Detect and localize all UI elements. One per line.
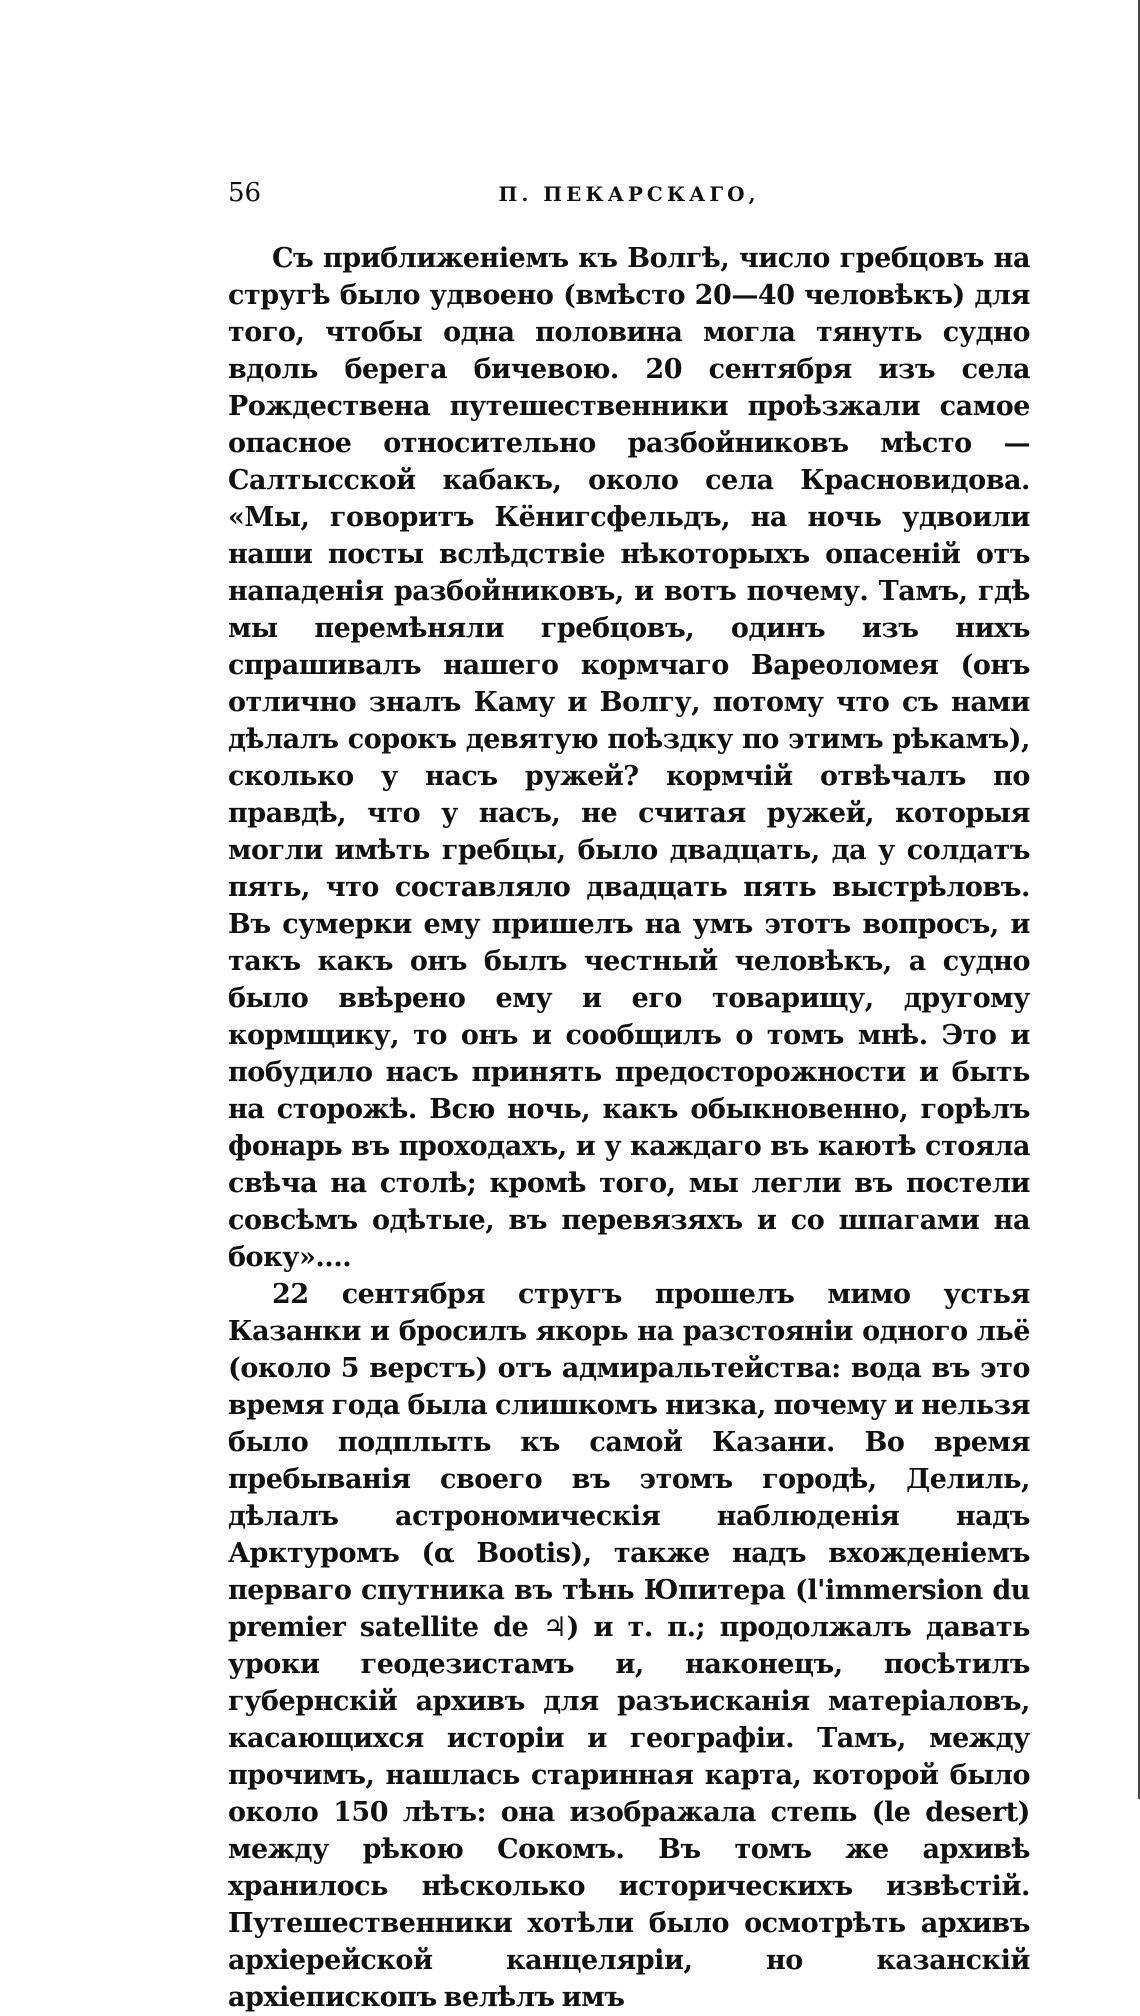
page-number: 56 [228,178,262,208]
paragraph-1: Съ приближеніемъ къ Волгѣ, число гребцовъ на стругѣ было удвоено (вмѣсто 20—40 человѣкъ) для того, чтобы одна половина могла тянуть судно вдоль берега бичевою. 20 сентября изъ села Рождествена путешественники проѣзжали самое опасное относительно разбойниковъ мѣсто — Салтысской кабакъ, около села Красновидова. «Мы, говоритъ Кёнигсфельдъ, на ночь удвоили наши посты вслѣдствіе нѣкоторыхъ опасеній отъ нападенія разбойниковъ, и вотъ почему. Тамъ, гдѣ мы перемѣняли гребцовъ, одинъ изъ нихъ спрашивалъ нашего кормчаго Вареоломея (онъ отлично зналъ Каму и Волгу, потому что съ нами дѣлалъ сорокъ девятую поѣздку по этимъ рѣкамъ), сколько у насъ ружей? кормчій отвѣчалъ по правдѣ, что у насъ, не считая ружей, которыя могли имѣть гребцы, было двадцать, да у солдатъ пять, что составляло двадцать пять выстрѣловъ. Въ сумерки ему пришелъ на умъ этотъ вопросъ, и такъ какъ онъ былъ честный человѣкъ, а судно было ввѣрено ему и его товарищу, другому кормщику, то онъ и сообщилъ о томъ мнѣ. Это и побудило насъ принять предосторожности и быть на сторожѣ. Всю ночь, какъ обыкновенно, горѣлъ фонарь въ проходахъ, и у каждаго въ каютѣ стояла свѣча на столѣ; кромѣ того, мы легли въ постели совсѣмъ одѣтые, въ перевязяхъ и со шпагами на боку».... [228,243,1030,1273]
body-text [228,240,1030,2016]
paragraph-2: 22 сентября стругъ прошелъ мимо устья Казанки и бросилъ якорь на разстояніи одного льё (около 5 верстъ) отъ адмиральтейства: вода въ это время года была слишкомъ низка, почему и нельзя было подплыть къ самой Казани. Во время пребыванія своего въ этомъ городѣ, Делиль, дѣлалъ астрономическія наблюденія надъ Арктуромъ (α Bootis), также надъ вхожденіемъ перваго спутника въ тѣнь Юпитера (l'immersion du premier satellite de ♃) и т. п.; продолжалъ давать уроки геодезистамъ и, наконецъ, посѣтилъ губернскій архивъ для разъисканія матеріаловъ, касающихся исторіи и географіи. Тамъ, между прочимъ, нашлась старинная карта, которой было около 150 лѣтъ: она изображала степь (le desert) между рѣкою Сокомъ. Въ томъ же архивѣ хранилось нѣсколько историческихъ извѣстій. Путешественники хотѣли было осмотрѣть архивъ архіерейской канцеляріи, но казанскій архіепископъ велѣлъ имъ [228,1279,1030,2013]
running-head: П. ПЕКАРСКАГО, [498,182,760,206]
book-page [228,178,1030,2016]
page-header [228,178,1030,222]
